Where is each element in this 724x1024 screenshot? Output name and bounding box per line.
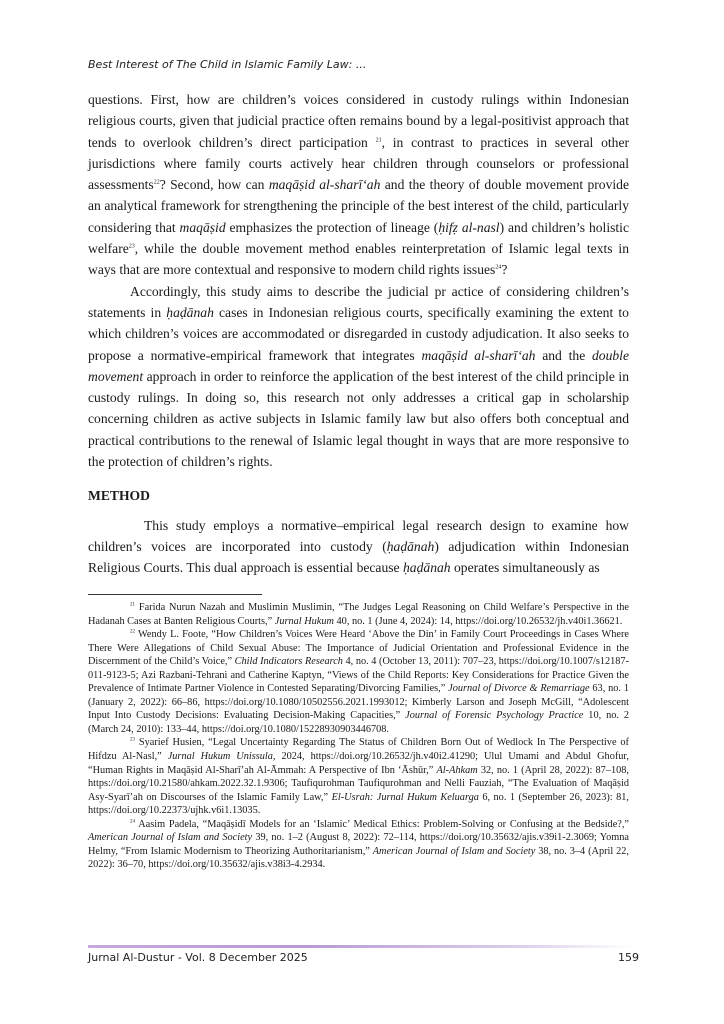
footnote-21: $^{21}$ Farida Nurun Nazah and Muslimin Muslimin, “The Judges Legal Reasoning on Child Welfare’s Perspective in the Hadanah Cases at Banten Religious Courts,” Jurnal Hukum 40, no. 1 (June 4, 2024): 14, https://doi.org/10.26532/jh.v40i1.36621. <box>88 602 629 627</box>
footnote-separator <box>88 594 262 595</box>
paragraph-study-aims: Accordingly, this study aims to describe the judicial pr actice of considering children’s statements in ḥaḍānah cases in Indonesian religious courts, specifically examining the extent to which children’s voices are accommodated or disregarded in custody adjudication. It also seeks to propose a normative-empirical framework that integrates maqāṣid al-sharī‘ah and the double movement approach in order to reinforce the application of the best interest of the child principle in custody rulings. In doing so, this research not only addresses a critical gap in scholarship concerning children as active subjects in Islamic family law but also offers both conceptual and practical contributions to the renewal of Islamic legal thought in ways that are more responsive to the protection of children’s rights. <box>88 283 629 470</box>
body-text <box>88 89 629 579</box>
footnote-24: $^{24}$ Aasim Padela, “Maqāṣidī Models for an ‘Islamic’ Medical Ethics: Problem-Solving or Confusing at the Bedside?,” American Journal of Islam and Society 39, no. 1–2 (August 8, 2022): 72–114, https://doi.org/10.35632/ajis.v39i1-2.3069; Yomna Helmy, “From Islamic Modernism to Theorizing Authoritarianism,” American Journal of Islam and Society 38, no. 3–4 (April 22, 2022): 36–70, https://doi.org/10.35632/ajis.v38i3-4.2934. <box>88 818 630 871</box>
section-heading-method: METHOD <box>88 488 150 504</box>
footnote-22: $^{22}$ Wendy L. Foote, “How Children’s Voices Were Heard ‘Above the Din’ in Family Court Proceedings in Cases Where There Were Allegations of Child Sexual Abuse: The Importance of Judicial Orientation and Professional Evidence in the Discernment of the Child’s Voice,” Child Indicators Research 4, no. 4 (October 13, 2011): 707–23, https://doi.org/10.1007/s12187-011-9123-5; Azi Razbani-Tehrani and Catherine Kaptyn, “Views of the Child Reports: Key Considerations for Practice Given the Prevalence of Intimate Partner Violence in Contested Separating/Divorcing Families,” Journal of Divorce & Remarriage 63, no. 1 (January 2, 2022): 66–86, https://doi.org/10.1080/10502556.2021.1993012; Kimberly Larson and Joseph McGill, “Adolescent Input Into Custody Decisions: Evaluating Decision-Making Capacities,” Journal of Forensic Psychology Practice 10, no. 2 (March 24, 2010): 133–44, https://doi.org/10.1080/15228930903446708. <box>88 629 630 735</box>
page-number: 159 <box>618 951 639 964</box>
footnote-23: $^{23}$ Syarief Husien, “Legal Uncertainty Regarding The Status of Children Born Out of Wedlock In The Perspective of Hifdzu Al-Nasl,” Jurnal Hukum Unissula, 2024, https://doi.org/10.26532/jh.v40i2.41290; Ulul Umami and Abdul Ghofur, “Human Rights in Maqāṣid Al-Sharī’ah Al-Āmmah: A Perspective of Ibn ‘Āshūr,” Al-Ahkam 32, no. 1 (April 28, 2022): 87–108, https://doi.org/10.21580/ahkam.2022.32.1.9306; Taufiqurohman Taufiqurohman and Nelli Fauziah, “The Evaluation of Maqāṣid Asy-Syarī’ah on Discourses of the Islamic Family Law,” El-Usrah: Jurnal Hukum Keluarga 6, no. 1 (September 26, 2023): 81, https://doi.org/10.22373/ujhk.v6i1.13035. <box>88 737 630 817</box>
paragraph-method: This study employs a normative–empirical legal research design to examine how children’s voices are incorporated into custody (ḥaḍānah) adjudication within Indonesian Religious Courts. This dual approach is essential because ḥaḍānah operates simultaneously as <box>88 517 629 576</box>
footnote-ref-21[interactable]: 21 <box>375 137 382 144</box>
footer-journal-info: Jurnal Al-Dustur - Vol. 8 December 2025 <box>88 951 308 964</box>
paragraph-research-questions: questions. First, how are children’s voices considered in custody rulings within Indonesian religious courts, given that judicial practice often remains bound by a legal-positivist approach that tends to overlook children’s direct participation $^{21}$, in contrast to practices in several other jurisdictions where family courts actively hear children through counselors or professional assessments$^{22}$? Second, how can maqāṣid al-sharī‘ah and the theory of double movement provide an analytical framework for strengthening the principle of the best interest of the child, particularly considering that maqāṣid emphasizes the protection of lineage (ḥifẓ al-nasl) and children’s holistic welfare$^{23}$, while the double movement method enables reinterpretation of Islamic legal texts in ways that are more contextual and responsive to modern child rights issues$^{24}$? <box>88 92 630 278</box>
footnote-ref-24[interactable]: 24 <box>495 264 502 271</box>
footer-divider <box>88 945 633 948</box>
footnote-ref-23[interactable]: 23 <box>128 243 135 250</box>
footnotes <box>88 601 629 872</box>
footnote-ref-22[interactable]: 22 <box>153 179 160 186</box>
running-head-title: Best Interest of The Child in Islamic Family Law: ... <box>88 58 367 71</box>
